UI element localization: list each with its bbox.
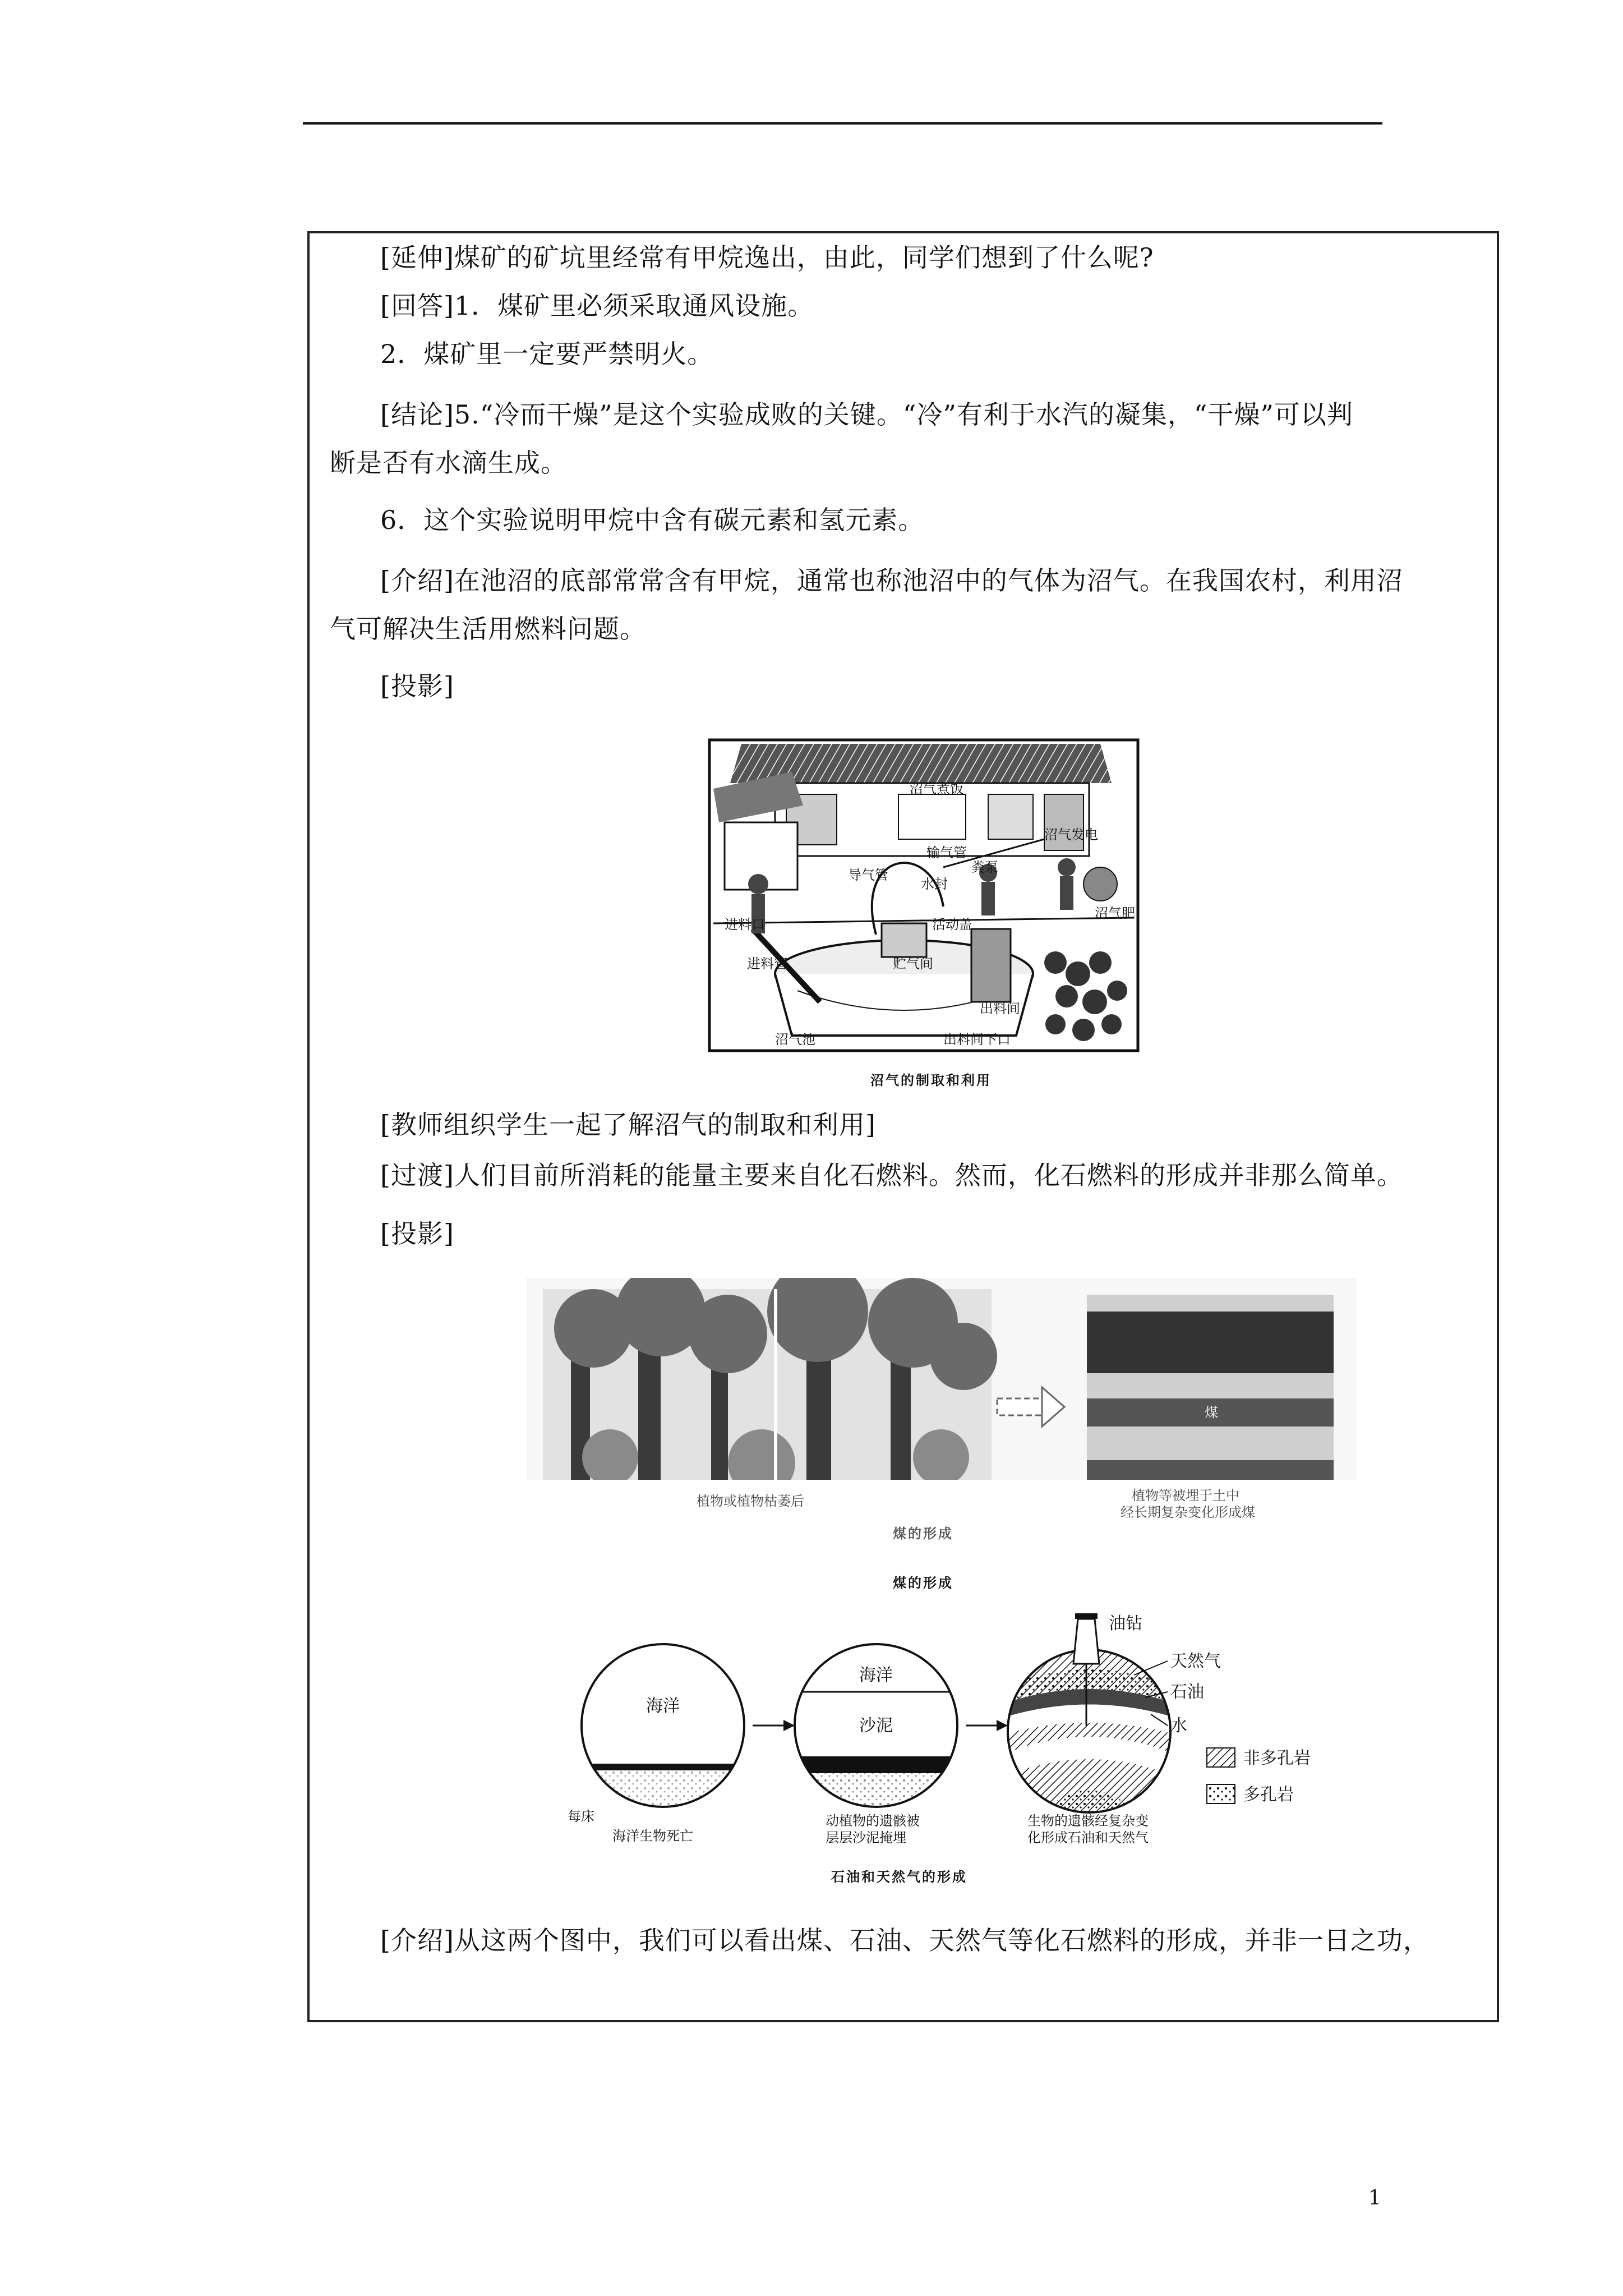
svg-text:进料口: 进料口: [725, 917, 765, 932]
svg-text:沙泥: 沙泥: [859, 1716, 893, 1736]
svg-text:生物的遗骸经复杂变: 生物的遗骸经复杂变: [1027, 1813, 1149, 1829]
svg-text:油钻: 油钻: [1109, 1614, 1142, 1634]
biogas-figure: [708, 738, 1140, 1052]
svg-text:沼气发电: 沼气发电: [1044, 827, 1098, 843]
svg-text:多孔岩: 多孔岩: [1243, 1785, 1294, 1805]
svg-text:输气管: 输气管: [926, 845, 967, 861]
paragraph-extension: [延伸]煤矿的矿坑里经常有甲烷逸出，由此，同学们想到了什么呢?: [380, 242, 1154, 273]
coal-right-label-2: 经长期复杂变化形成煤: [1121, 1504, 1255, 1520]
svg-text:层层沙泥掩埋: 层层沙泥掩埋: [826, 1830, 906, 1846]
svg-text:海洋: 海洋: [859, 1665, 893, 1685]
paragraph-intro-fossil: [介绍]从这两个图中，我们可以看出煤、石油、天然气等化石燃料的形成，并非一日之功，: [380, 1925, 1430, 1955]
svg-text:非多孔岩: 非多孔岩: [1243, 1749, 1311, 1768]
svg-text:粪泵: 粪泵: [971, 859, 998, 875]
svg-text:沼气肥: 沼气肥: [1095, 905, 1135, 921]
coal-left-label: 植物或植物枯萎后: [697, 1493, 804, 1509]
paragraph-conclusion-6: 6．这个实验说明甲烷中含有碳元素和氢元素。: [380, 505, 925, 535]
coal-right-label-1: 植物等被埋于土中: [1132, 1488, 1239, 1503]
svg-text:导气管: 导气管: [848, 867, 888, 883]
coal-inner-caption: 煤的形成: [893, 1525, 953, 1542]
svg-text:出料间下口: 出料间下口: [943, 1032, 1011, 1047]
paragraph-transition: [过渡]人们目前所消耗的能量主要来自化石燃料。然而，化石燃料的形成并非那么简单。: [380, 1160, 1403, 1190]
svg-text:进料管: 进料管: [747, 956, 787, 972]
svg-text:海洋: 海洋: [646, 1696, 680, 1716]
header-rule: [303, 122, 1382, 125]
svg-text:沼气池: 沼气池: [775, 1032, 815, 1047]
content-box: [307, 231, 1499, 2022]
paragraph-projection-2: [投影]: [380, 1218, 454, 1249]
svg-text:每床: 每床: [568, 1809, 594, 1824]
paragraph-intro-biogas-cont: 气可解决生活用燃料问题。: [330, 614, 646, 644]
oil-gas-formation-figure: [556, 1613, 1364, 1855]
svg-text:海洋生物死亡: 海洋生物死亡: [612, 1828, 693, 1844]
svg-text:活动盖: 活动盖: [932, 917, 972, 932]
svg-text:沼气煮饭: 沼气煮饭: [910, 781, 963, 797]
paragraph-answer-1: [回答]1．煤矿里必须采取通风设施。: [380, 291, 814, 321]
biogas-caption: 沼气的制取和利用: [870, 1072, 992, 1088]
svg-text:水封: 水封: [921, 876, 948, 892]
paragraph-teacher: [教师组织学生一起了解沼气的制取和利用]: [380, 1110, 876, 1140]
svg-text:出料间: 出料间: [980, 1001, 1020, 1016]
paragraph-intro-biogas: [介绍]在池沼的底部常常含有甲烷，通常也称池沼中的气体为沼气。在我国农村，利用沼: [380, 565, 1403, 596]
page-number: 1: [1368, 2187, 1381, 2210]
svg-text:水: 水: [1170, 1716, 1187, 1736]
paragraph-answer-2: 2．煤矿里一定要严禁明火。: [380, 339, 714, 369]
svg-text:贮气间: 贮气间: [893, 956, 933, 972]
svg-text:石油: 石油: [1170, 1682, 1204, 1702]
svg-text:化形成石油和天然气: 化形成石油和天然气: [1027, 1830, 1149, 1846]
coal-caption: 煤的形成: [893, 1575, 953, 1591]
paragraph-projection-1: [投影]: [380, 671, 454, 701]
svg-text:天然气: 天然气: [1170, 1651, 1221, 1671]
coal-formation-figure: [526, 1278, 1357, 1480]
paragraph-conclusion-5-cont: 断是否有水滴生成。: [330, 448, 567, 478]
paragraph-conclusion-5: [结论]5.“冷而干燥”是这个实验成败的关键。“冷”有利于水汽的凝集，“干燥”可以判: [380, 399, 1353, 430]
svg-text:动植物的遗骸被: 动植物的遗骸被: [826, 1813, 920, 1829]
svg-text:煤: 煤: [1205, 1405, 1218, 1420]
oil-gas-caption: 石油和天然气的形成: [831, 1869, 967, 1885]
